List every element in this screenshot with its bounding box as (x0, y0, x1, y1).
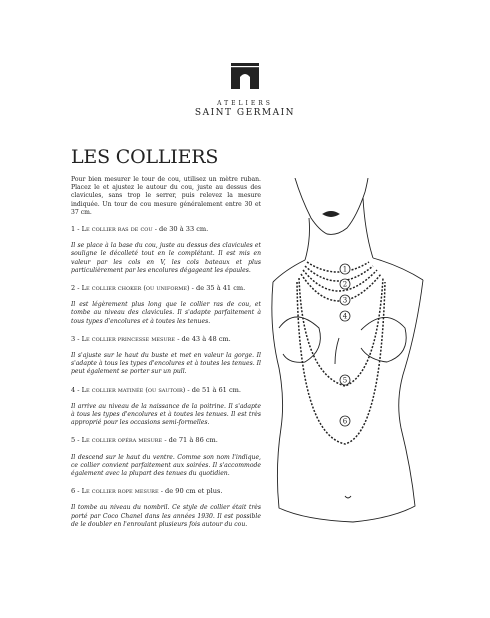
brand-logo (215, 62, 275, 90)
section-name: Le collier ras de cou (81, 225, 153, 234)
section-name: Le collier matinée (ou sautoir) (81, 385, 186, 394)
section-prefix: 4 - (71, 385, 82, 394)
marker-1-label: 1 (342, 265, 348, 274)
section-name: Le collier princesse mesure (81, 334, 176, 343)
section-name: Le collier rope mesure (81, 487, 159, 496)
section-size: - de 35 à 41 cm. (189, 284, 246, 293)
section-title (71, 225, 261, 233)
section-description: Il se place à la base du cou, juste au dessus des clavicules et souligne le décolleté tout en le complétant. Il est mis en valeur par les cols en V, les cols bateaux et plus particulièrement par les encolures dégageant les épaules. (71, 242, 261, 274)
arch-logo-icon (230, 62, 260, 90)
section-prefix: 3 - (71, 334, 82, 343)
section-4 (71, 386, 261, 428)
intro-paragraph: Pour bien mesurer le tour de cou, utilisez un mètre ruban. Placez le et ajustez le autour du cou, juste au dessus des clavicules, sans trop le serrer, puis relevez la mesure indiquée. Un tour de cou mesure généralement entre 30 et 37 cm. (71, 176, 261, 216)
marker-4-label: 4 (342, 312, 348, 321)
necklace-2-chain (305, 266, 373, 281)
section-title (71, 284, 261, 292)
marker-2-label: 2 (342, 280, 348, 289)
section-prefix: 5 - (71, 436, 82, 445)
section-size: - de 90 cm et plus. (158, 487, 223, 496)
brand-subtitle: ATELIERS (217, 100, 273, 107)
section-3 (71, 335, 261, 377)
section-title (71, 335, 261, 343)
section-size: - de 51 à 61 cm. (185, 385, 242, 394)
section-title (71, 487, 261, 495)
section-title (71, 386, 261, 394)
brand-name: SAINT GERMAIN (194, 108, 296, 118)
section-description: Il arrive au niveau de la naissance de la poitrine. Il s'adapte à tous les types d'encolures et à toutes les tenues. Il est très approprié pour les occasions semi-formelles. (71, 402, 261, 427)
section-name: Le collier choker (ou uniforme) (81, 284, 190, 293)
section-title (71, 436, 261, 444)
section-2 (71, 284, 261, 326)
section-size: - de 71 à 86 cm. (162, 436, 218, 445)
marker-6-label: 6 (342, 417, 348, 426)
necklace-length-illustration (265, 178, 445, 558)
section-description: Il descend sur le haut du ventre. Comme son nom l'indique, ce collier convient parfaitement aux soirées. Il s'accommode également avec la plupart des tenues du quotidien. (71, 453, 261, 478)
necklace-1-chain (307, 262, 369, 272)
section-name: Le collier opéra mesure (81, 436, 163, 445)
face-outline (295, 178, 368, 234)
navel-icon (345, 496, 351, 498)
section-description: Il tombe au niveau du nombril. Ce style de collier était très porté par Coco Chanel dans les années 1930. Il est possible de le doubler en l'enroulant plusieurs fois autour du cou. (71, 504, 261, 528)
text-column (71, 176, 261, 538)
page-title: LES COLLIERS (71, 146, 219, 168)
section-prefix: 2 - (71, 284, 82, 293)
section-description: Il s'ajuste sur le haut du buste et met en valeur la gorge. Il s'adapte à tous les types d'encolures et à toutes les tenues. Il peut également se porter sur un pull. (71, 352, 261, 376)
section-size: - de 30 à 33 cm. (152, 225, 209, 234)
section-6 (71, 487, 261, 529)
lips-icon (323, 212, 339, 217)
section-prefix: 6 - (71, 487, 82, 496)
marker-5-label: 5 (342, 376, 348, 385)
neck-outline (305, 218, 310, 260)
section-prefix: 1 - (71, 225, 82, 234)
section-1 (71, 225, 261, 275)
necklace-5-chain (299, 278, 383, 386)
section-description: Il est légèrement plus long que le collier ras de cou, et tombe au niveau des clavicules. Il s'adapte parfaitement à tous types d'encolures et à toutes les tenues. (71, 301, 261, 325)
marker-3-label: 3 (342, 296, 348, 305)
section-size: - de 43 à 48 cm. (175, 334, 231, 343)
section-5 (71, 436, 261, 478)
